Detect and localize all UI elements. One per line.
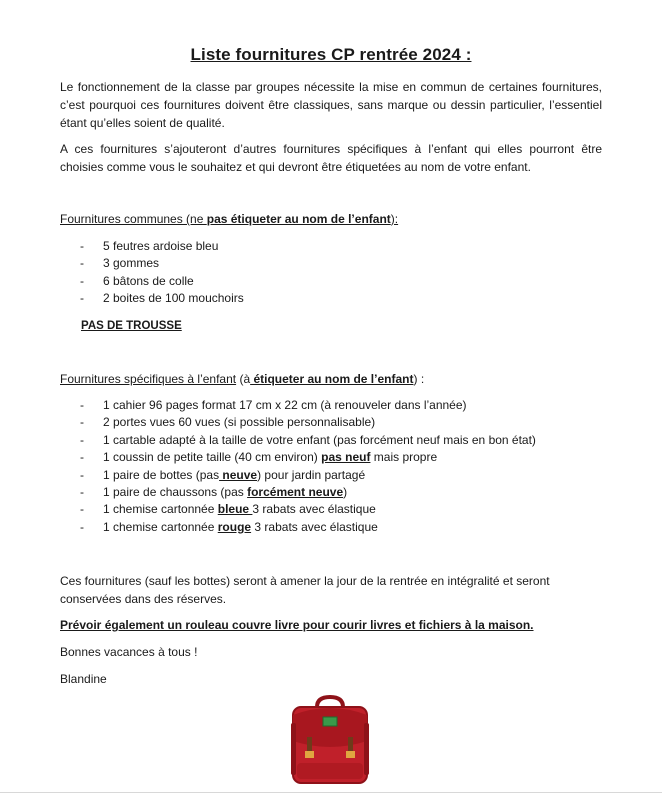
signature: Blandine — [60, 672, 107, 686]
intro-paragraph-1: Le fonctionnement de la classe par groupes nécessite la mise en commun de certaines fournitures, c’est pourquoi ces fournitures doivent être classiques, sans marque ou dessin particulier, l’essentiel étant qu’elles soient de qualité. — [60, 80, 602, 130]
closing-greeting: Bonnes vacances à tous ! — [60, 645, 198, 659]
list-item: - 1 chemise cartonnée bleue 3 rabats avec élastique — [80, 501, 536, 518]
list-item: - 1 chemise cartonnée rouge 3 rabats avec élastique — [80, 519, 536, 536]
page-title: Liste fournitures CP rentrée 2024 : — [190, 45, 472, 64]
list-item: - 1 coussin de petite taille (40 cm environ) pas neuf mais propre — [80, 449, 536, 466]
school-satchel-icon — [287, 693, 373, 787]
list-item: - 5 feutres ardoise bleu — [80, 238, 244, 255]
page-divider — [0, 792, 662, 793]
communes-heading: Fournitures communes (ne pas étiqueter au nom de l’enfant): — [60, 212, 399, 226]
list-item: - 2 portes vues 60 vues (si possible personnalisable) — [80, 414, 536, 431]
book-cover-note: Prévoir également un rouleau couvre livre pour courir livres et fichiers à la maison. — [60, 618, 534, 632]
list-item: - 1 paire de bottes (pas neuve) pour jardin partagé — [80, 467, 536, 484]
intro-paragraph-2: A ces fournitures s’ajouteront d’autres fournitures spécifiques à l’enfant qui elles pourront être choisies comme vous le souhaitez et qui devront être étiquetées au nom de votre enfant. — [60, 142, 602, 174]
communes-list — [80, 238, 244, 308]
list-item: - 6 bâtons de colle — [80, 273, 244, 290]
outro-paragraph: Ces fournitures (sauf les bottes) seront à amener la jour de la rentrée en intégralité et seront conservées dans des réserves. — [60, 574, 550, 606]
no-pencil-case-note: PAS DE TROUSSE — [81, 320, 182, 332]
list-item: - 1 cartable adapté à la taille de votre enfant (pas forcément neuf mais en bon état) — [80, 432, 536, 449]
specifiques-heading: Fournitures spécifiques à l’enfant (à étiqueter au nom de l’enfant) : — [60, 372, 425, 386]
specifiques-list — [80, 397, 536, 536]
list-item: - 2 boites de 100 mouchoirs — [80, 290, 244, 307]
list-item: - 1 cahier 96 pages format 17 cm x 22 cm (à renouveler dans l’année) — [80, 397, 536, 414]
list-item: - 1 paire de chaussons (pas forcément neuve) — [80, 484, 536, 501]
list-item: - 3 gommes — [80, 255, 244, 272]
